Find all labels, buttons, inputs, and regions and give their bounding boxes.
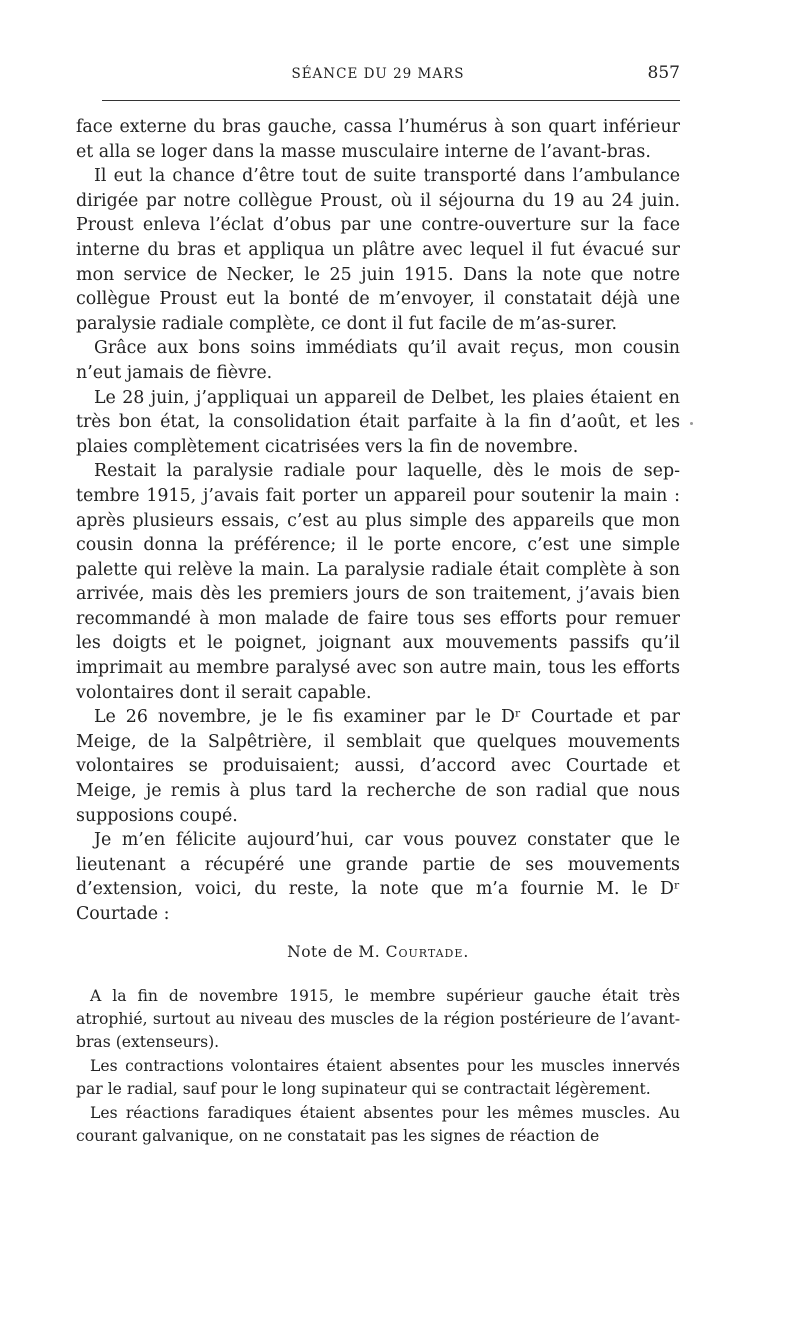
note-paragraph: Les contractions volontaires étaient absentes pour les muscles innervés par le radial, sauf pour le long supinateur qui se contractait légèrement.: [76, 1056, 680, 1099]
note-paragraph: A la fin de novembre 1915, le membre supérieur gauche était très atrophié, surtout au niveau des muscles de la région postérieure de l’avant-bras (extenseurs).: [76, 986, 680, 1052]
paragraph: Le 28 juin, j’appliquai un appareil de Delbet, les plaies étaient en très bon état, la consolidation était parfaite à la fin d’août, et les plaies complètement cicatrisées vers la fin de novembre.: [76, 387, 680, 457]
paragraph: Le 26 novembre, je le fis examiner par le Dʳ Courtade et par Meige, de la Salpêtrière, il semblait que quelques mouvements volontaires se produisaient; aussi, d’accord avec Courtade et Meige, je remis à plus tard la recherche de son radial que nous supposions coupé.: [76, 707, 680, 826]
note-heading: [76, 937, 680, 961]
book-page: [76, 60, 680, 1148]
note-text: [76, 985, 680, 1149]
main-text: [76, 115, 680, 927]
note-paragraph: Les réactions faradiques étaient absentes pour les mêmes muscles. Au courant galvanique, on ne constatait pas les signes de réaction de: [76, 1103, 680, 1146]
paragraph: Grâce aux bons soins immédiats qu’il avait reçus, mon cousin n’eut jamais de fièvre.: [76, 338, 680, 383]
header-rule: [102, 100, 680, 101]
page-number: 857: [647, 63, 680, 83]
running-head-title: SÉANCE DU 29 MARS: [291, 66, 465, 82]
paragraph: Je m’en félicite aujourd’hui, car vous pouvez constater que le lieutenant a récupéré une grande partie de ses mouvements d’extension, voici, du reste, la note que m’a fournie M. le Dʳ Courtade :: [76, 830, 680, 924]
paragraph: face externe du bras gauche, cassa l’humérus à son quart inférieur et alla se loger dans la masse musculaire interne de l’avant-bras.: [76, 117, 680, 162]
print-speck: [690, 422, 693, 425]
note-heading-name: Courtade: [385, 942, 464, 961]
paragraph: Restait la paralysie radiale pour laquelle, dès le mois de sep-tembre 1915, j’avais fait porter un appareil pour soutenir la main : après plusieurs essais, c’est au plus simple des appareils que mon cousin donna la préférence; il le porte encore, c’est une simple palette qui relève la main. La paralysie radiale était complète à son arrivée, mais dès les premiers jours de son traitement, j’avais bien recommandé à mon malade de faire tous ses efforts pour remuer les doigts et le poignet, joignant aux mouvements passifs qu’il imprimait au membre paralysé avec son autre main, tous les efforts volontaires dont il serait capable.: [76, 461, 680, 703]
note-heading-suffix: .: [463, 942, 469, 961]
paragraph: Il eut la chance d’être tout de suite transporté dans l’ambulance dirigée par notre collègue Proust, où il séjourna du 19 au 24 juin. Proust enleva l’éclat d’obus par une contre-ouverture sur la face interne du bras et appliqua un plâtre avec lequel il fut évacué sur mon service de Necker, le 25 juin 1915. Dans la note que notre collègue Proust eut la bonté de m’envoyer, il constatait déjà une paralysie radiale complète, ce dont il fut facile de m’as-surer.: [76, 166, 680, 334]
running-head: [76, 60, 680, 90]
note-heading-prefix: Note de M.: [287, 942, 386, 961]
